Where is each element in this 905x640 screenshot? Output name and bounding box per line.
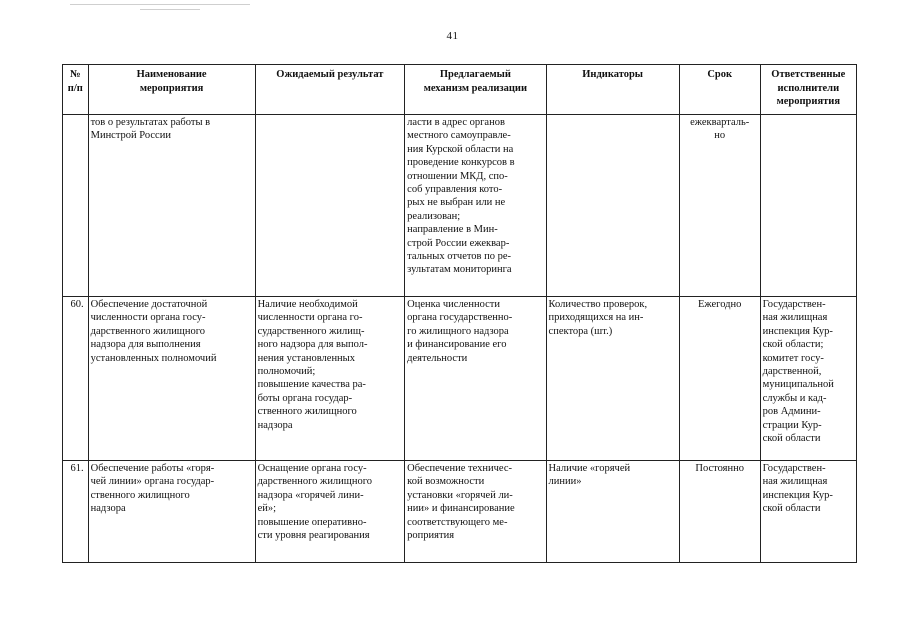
cell-mechanism: Обеспечение техничес- кой возможности установки «горячей ли- нии» и финансирование соответствующего ме- роприятия bbox=[405, 461, 546, 563]
header-term: Срок bbox=[679, 65, 760, 115]
cell-measure-name: Обеспечение достаточной численности органа госу- дарственного жилищного надзора для выполнения установленных полномочий bbox=[88, 297, 255, 461]
header-responsible: Ответственные исполнители мероприятия bbox=[760, 65, 856, 115]
cell-term: ежекварталь- но bbox=[679, 115, 760, 297]
cell-responsible bbox=[760, 115, 856, 297]
cell-measure-name: Обеспечение работы «горя- чей линии» органа государ- ственного жилищного надзора bbox=[88, 461, 255, 563]
cell-number: 61. bbox=[63, 461, 89, 563]
scan-artifact-line bbox=[140, 9, 200, 10]
measures-table bbox=[62, 64, 857, 563]
page-number: 41 bbox=[446, 30, 459, 42]
scan-artifact-line bbox=[70, 4, 250, 5]
cell-term: Ежегодно bbox=[679, 297, 760, 461]
table-row bbox=[63, 115, 857, 297]
cell-number: 60. bbox=[63, 297, 89, 461]
cell-indicators bbox=[546, 115, 679, 297]
cell-expected-result: Наличие необходимой численности органа го- сударственного жилищ- ного надзора для выпол- нения установленных полномочий; повышение качества ра- боты органа государ- ственного жилищного надзора bbox=[255, 297, 405, 461]
cell-responsible: Государствен- ная жилищная инспекция Кур- ской области; комитет госу- дарственной, муниципальной службы и кад- ров Админи- страции Кур- ской области bbox=[760, 297, 856, 461]
header-number: № п/п bbox=[63, 65, 89, 115]
cell-expected-result bbox=[255, 115, 405, 297]
header-expected-result: Ожидаемый результат bbox=[255, 65, 405, 115]
cell-term: Постоянно bbox=[679, 461, 760, 563]
header-mechanism: Предлагаемый механизм реализации bbox=[405, 65, 546, 115]
cell-responsible: Государствен- ная жилищная инспекция Кур- ской области bbox=[760, 461, 856, 563]
header-measure-name: Наименование мероприятия bbox=[88, 65, 255, 115]
cell-mechanism: ласти в адрес органов местного самоуправле- ния Курской области на проведение конкурсов в отношении МКД, спо- соб управления кото- рых не выбран или не реализован; направление в Мин- строй России ежеквар- тальных отчетов по ре- зультатам мониторинга bbox=[405, 115, 546, 297]
table-row bbox=[63, 297, 857, 461]
cell-indicators: Наличие «горячей линии» bbox=[546, 461, 679, 563]
cell-measure-name: тов о результатах работы в Минстрой России bbox=[88, 115, 255, 297]
cell-expected-result: Оснащение органа госу- дарственного жилищного надзора «горячей лини- ей»; повышение оперативно- сти уровня реагирования bbox=[255, 461, 405, 563]
cell-number bbox=[63, 115, 89, 297]
cell-indicators: Количество проверок, приходящихся на ин- спектора (шт.) bbox=[546, 297, 679, 461]
cell-mechanism: Оценка численности органа государственно- го жилищного надзора и финансирование его деятельности bbox=[405, 297, 546, 461]
header-indicators: Индикаторы bbox=[546, 65, 679, 115]
table-header-row bbox=[63, 65, 857, 115]
table-row bbox=[63, 461, 857, 563]
